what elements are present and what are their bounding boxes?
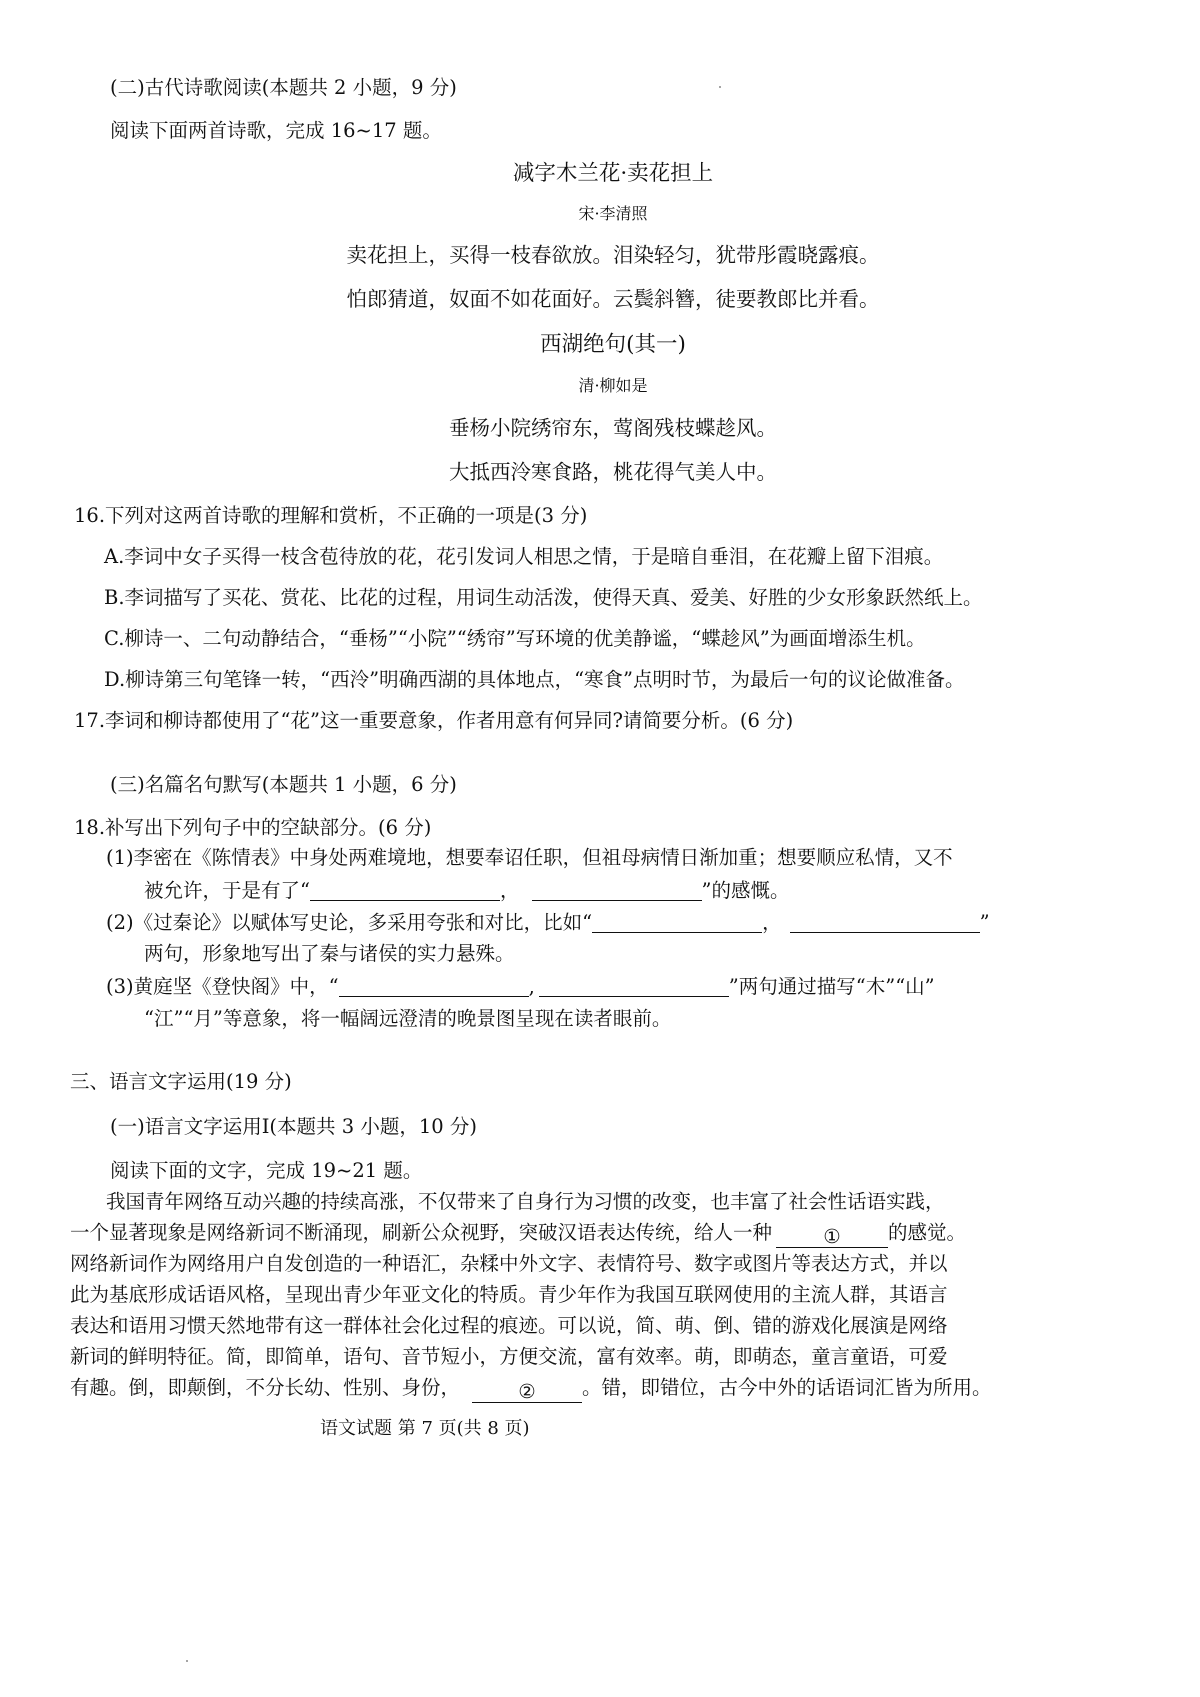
section2-heading: (二)古代诗歌阅读(本题共 2 小题，9 分) (110, 76, 457, 99)
passage-blank-1[interactable] (776, 1227, 888, 1248)
section2-instruction: 阅读下面两首诗歌，完成 16~17 题。 (110, 119, 442, 142)
q16-option-c: C.柳诗一、二句动静结合，“垂杨”“小院”“绣帘”写环境的优美静谧，“蝶趁风”为画面增添生机。 (104, 627, 926, 650)
q17-stem: 17.李词和柳诗都使用了“花”这一重要意象，作者用意有何异同?请简要分析。(6 分) (74, 709, 794, 732)
poem2-line1: 垂杨小院绣帘东，莺阁残枝蝶趁风。 (449, 416, 777, 440)
q18-item1-comma: ， (499, 879, 520, 902)
q18-item2-line2: 两句，形象地写出了秦与诸侯的实力悬殊。 (144, 942, 515, 965)
passage-line-1: 我国青年网络互动兴趣的持续高涨，不仅带来了自身行为习惯的改变，也丰富了社会性话语实践， (106, 1190, 945, 1213)
q18-item1-line2 (144, 880, 789, 901)
poem2-author: 清·柳如是 (578, 376, 648, 395)
poem2-line2: 大抵西泠寒食路，桃花得气美人中。 (449, 460, 777, 484)
scan-speck-bottom (186, 1660, 188, 1662)
passage-line-7-text: 有趣。倒，即颠倒，不分长幼、性别、身份， (70, 1376, 461, 1399)
q16-option-a: A.李词中女子买得一枝含苞待放的花，花引发词人相思之情，于是暗自垂泪，在花瓣上留下泪痕。 (104, 545, 944, 568)
q18-item1-line1: (1)李密在《陈情表》中身处两难境地，想要奉诏任职，但祖母病情日渐加重；想要顺应私情，又不 (106, 846, 953, 869)
q16-option-d: D.柳诗第三句笔锋一转，“西泠”明确西湖的具体地点，“寒食”点明时节，为最后一句的议论做准备。 (104, 668, 965, 691)
q18-item3-line2: “江”“月”等意象，将一幅阔远澄清的晚景图呈现在读者眼前。 (144, 1007, 672, 1030)
poem1-line1: 卖花担上，买得一枝春欲放。泪染轻匀，犹带彤霞晓露痕。 (346, 243, 880, 267)
passage-line-2 (70, 1223, 966, 1248)
passage-blank-2[interactable] (472, 1382, 582, 1403)
q18-blank-3b[interactable] (539, 976, 729, 997)
q18-item3-line1 (106, 976, 935, 997)
passage-line-2-text: 一个显著现象是网络新词不断涌现，刷新公众视野，突破汉语表达传统，给人一种 (70, 1221, 773, 1244)
q18-item2-comma: ， (762, 911, 782, 934)
passage-line-5: 表达和语用习惯天然地带有这一群体社会化过程的痕迹。可以说，简、萌、倒、错的游戏化展演是网络 (70, 1314, 948, 1337)
q18-item2-prefix: (2)《过秦论》以赋体写史论，多采用夸张和对比，比如“ (106, 911, 593, 934)
q18-item1-suffix: ”的感慨。 (701, 879, 790, 902)
part3-instruction: 阅读下面的文字，完成 19~21 题。 (110, 1159, 423, 1182)
passage-line-6: 新词的鲜明特征。简，即简单，语句、音节短小，方便交流，富有效率。萌，即萌态，童言童语，可爱 (70, 1345, 948, 1368)
page-footer: 语文试题 第 7 页(共 8 页) (320, 1418, 530, 1439)
poem2-title: 西湖绝句(其一) (540, 332, 686, 357)
passage-line-7 (70, 1378, 992, 1403)
q18-blank-1b[interactable] (532, 880, 702, 901)
q18-item3-suffix: ”两句通过描写“木”“山” (728, 975, 935, 998)
poem1-title: 减字木兰花·卖花担上 (512, 161, 714, 186)
q18-blank-1a[interactable] (310, 880, 500, 901)
q18-item2-line1 (106, 912, 990, 933)
q16-stem: 16.下列对这两首诗歌的理解和赏析，不正确的一项是(3 分) (74, 504, 588, 527)
passage-line-7-end: 。错，即错位，古今中外的话语词汇皆为所用。 (582, 1376, 992, 1399)
scan-speck (719, 86, 721, 88)
passage-blank-2-label: ② (518, 1380, 536, 1403)
section3-heading: (三)名篇名句默写(本题共 1 小题，6 分) (110, 773, 457, 796)
q18-blank-3a[interactable] (339, 976, 529, 997)
q18-blank-2b[interactable] (790, 912, 980, 933)
passage-blank-1-label: ① (823, 1225, 841, 1248)
q18-item1-prefix: 被允许，于是有了“ (144, 879, 310, 902)
q18-item3-comma: , (528, 975, 535, 998)
q18-blank-2a[interactable] (592, 912, 762, 933)
passage-line-4: 此为基底形成话语风格，呈现出青少年亚文化的特质。青少年作为我国互联网使用的主流人群，其语言 (70, 1283, 948, 1306)
part3-sub-heading: (一)语言文字运用Ⅰ(本题共 3 小题，10 分) (110, 1115, 477, 1138)
q18-stem: 18.补写出下列句子中的空缺部分。(6 分) (74, 816, 432, 839)
q18-item2-suffix: ” (979, 911, 990, 934)
passage-line-2-end: 的感觉。 (888, 1221, 967, 1244)
q16-option-b: B.李词描写了买花、赏花、比花的过程，用词生动活泼，使得天真、爱美、好胜的少女形象跃然纸上。 (104, 586, 983, 609)
passage-line-3: 网络新词作为网络用户自发创造的一种语汇，杂糅中外文字、表情符号、数字或图片等表达方式，并以 (70, 1252, 948, 1275)
part3-heading: 三、语言文字运用(19 分) (70, 1070, 292, 1093)
poem1-author: 宋·李清照 (578, 204, 648, 223)
q18-item3-prefix: (3)黄庭坚《登快阁》中，“ (106, 975, 339, 998)
poem1-line2: 怕郎猜道，奴面不如花面好。云鬓斜簪，徒要教郎比并看。 (346, 287, 880, 311)
